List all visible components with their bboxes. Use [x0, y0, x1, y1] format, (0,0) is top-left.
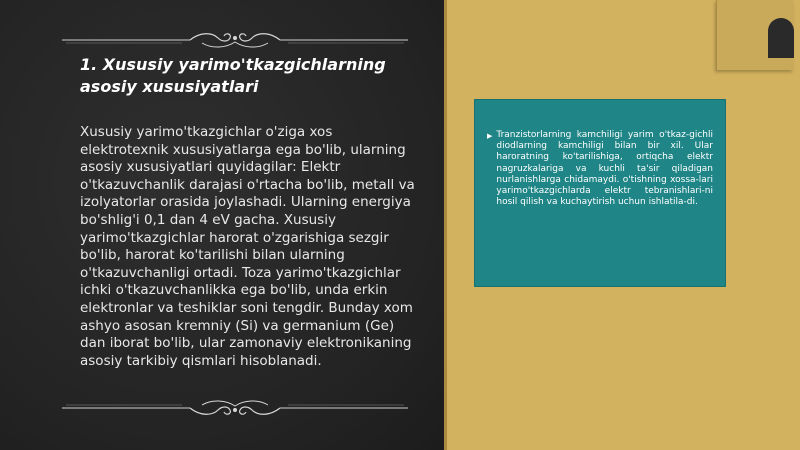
scroll-ornament-icon: [62, 30, 408, 50]
scroll-ornament-bottom-icon: [62, 398, 408, 418]
slide-body-text: Xususiy yarimo'tkazgichlar o'ziga xos elektrotexnik xususiyatlarga ega bo'lib, ularning asosiy xususiyatlari quyidagilar: Elektr o'tkazuvchanlik darajasi o'rtacha bo'lib, metall va izolyatorlar orasida joylashadi. Ularning energiya bo'shlig'i 0,1 dan 4 eV gacha. Xususiy yarimo'tkazgichlar harorat o'zgarishiga sezgir bo'lib, harorat ko'tarilishi bilan ularning o'tkazuvchanligi ortadi. Toza yarimo'tkazgichlar ichki o'tkazuvchanlikka ega bo'lib, unda erkin elektronlar va teshiklar soni tengdir. Bunday xom ashyo asosan kremniy (Si) va germanium (Ge) dan iborat bo'lib, ular zamonaviy elektronikaning asosiy tarkibiy qismlari hisoblanadi.: [80, 124, 415, 369]
slide-title: 1. Xususiy yarimo'tkazgichlarning asosiy xususiyatlari: [80, 55, 386, 96]
triangle-bullet-icon: ▶: [487, 132, 493, 140]
note-list-item: [487, 130, 713, 208]
note-text: Tranzistorlarning kamchiligi yarim o'tkaz-gichli diodlarning kamchiligi bilan bir xil. Ular haroratning ko'tarilishiga, ortiqcha elektr nagruzkalariga va kuchli ta'sir qiladigan nurlanishlarga chidamaydi. o'tishning xossa-lari yarimo'tkazgichlarda elektr tebranishlari-ni hosil qilish va kuchaytirish uchun ishlatila-di.: [496, 130, 713, 208]
bookmark-fold-icon: [768, 18, 794, 58]
panel-divider: [444, 0, 447, 450]
note-box: [475, 100, 725, 286]
